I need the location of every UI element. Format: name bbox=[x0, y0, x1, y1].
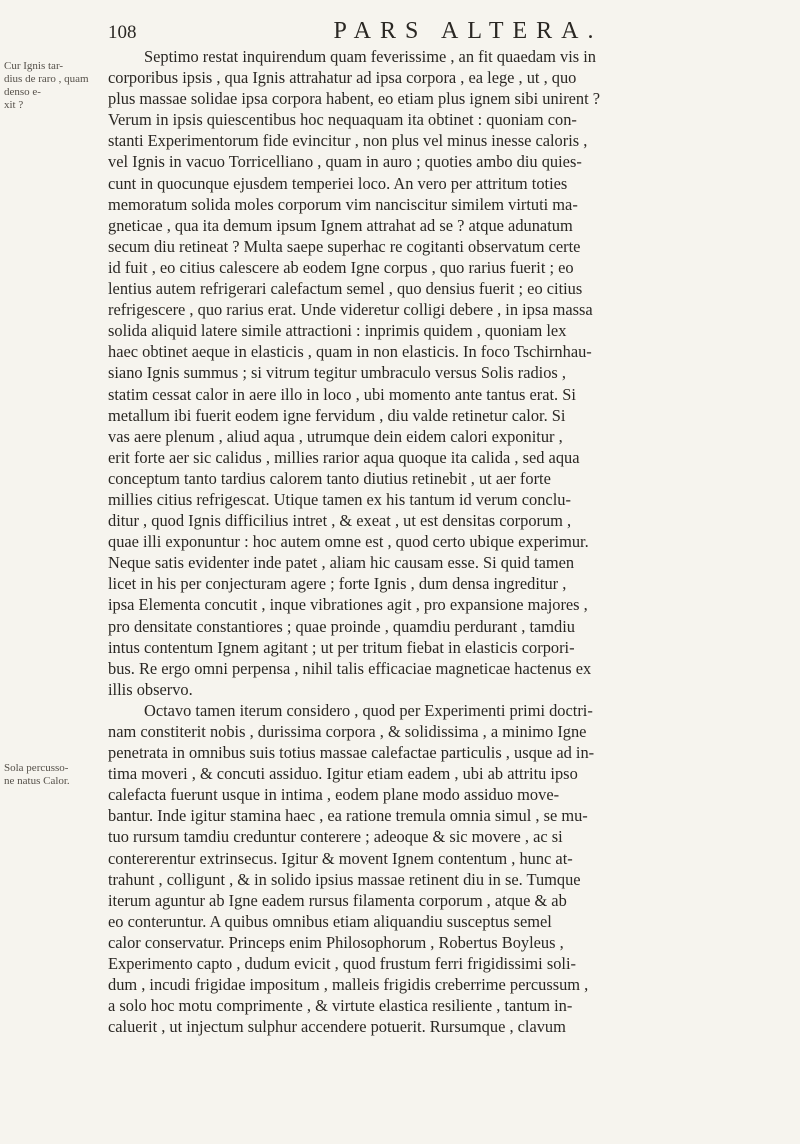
text-line: Septimo restat inquirendum quam feverissime , an fit quaedam vis in bbox=[144, 47, 597, 66]
page-header bbox=[108, 18, 768, 48]
text-line: Neque satis evidenter inde patet , aliam hic causam esse. Si quid tamen bbox=[108, 553, 575, 573]
text-line: nam constiterit nobis , durissima corpora , & solidissima , a minimo Igne bbox=[108, 722, 587, 741]
paragraph-septimo bbox=[108, 46, 770, 700]
text-line: vel Ignis in vacuo Torricelliano , quam in auro ; quoties ambo diu quies- bbox=[108, 152, 582, 172]
body-text bbox=[108, 46, 770, 1037]
text-line: Experimento capto , dudum evicit , quod frustum ferri frigidissimi soli- bbox=[108, 954, 576, 974]
text-line: millies citius refrigescat. Utique tamen ex his tantum id verum conclu- bbox=[108, 489, 571, 509]
text-line: haec obtinet aeque in elasticis , quam in non elasticis. In foco Tschirnhau- bbox=[108, 342, 592, 362]
text-line: bantur. Inde igitur stamina haec , ea ratione tremula omnia simul , se mu- bbox=[108, 806, 588, 826]
running-title: PARS ALTERA. bbox=[333, 18, 603, 44]
text-line: ditur , quod Ignis difficilius intret , & exeat , ut est densitas corporum , bbox=[108, 511, 572, 531]
text-line: tima moveri , & concuti assiduo. Igitur etiam eadem , ubi ab attritu ipso bbox=[108, 764, 578, 784]
text-line: bus. Re ergo omni perpensa , nihil talis efficaciae magneticae hactenus ex bbox=[108, 658, 592, 678]
text-line: conceptum tanto tardius calorem tanto diutius retinebit , ut aer forte bbox=[108, 468, 551, 488]
margin-note-ignis: Cur Ignis tar- dius de raro , quam denso e- xit ? bbox=[4, 60, 89, 111]
text-line: metallum ibi fuerit eodem igne fervidum , diu valde retinetur calor. Si bbox=[108, 405, 566, 425]
text-line: intus contentum Ignem agitant ; ut per tritum fiebat in elasticis corpori- bbox=[108, 637, 575, 657]
text-line: memoratum solida moles corporum vim nanciscitur similem virtuti ma- bbox=[108, 194, 578, 214]
text-line: tuo rursum tamdiu creduntur conterere ; adeoque & sic movere , ac si bbox=[108, 827, 563, 847]
text-line: erit forte aer sic calidus , millies rarior aqua quoque ita calida , sed aqua bbox=[108, 447, 580, 467]
text-line: vas aere plenum , aliud aqua , utrumque dein eidem calori exponitur , bbox=[108, 426, 563, 446]
text-line: eo conteruntur. A quibus omnibus etiam aliquandiu susceptus semel bbox=[108, 911, 552, 931]
text-line: iterum aguntur ab Igne eadem rursus filamenta corporum , atque & ab bbox=[108, 890, 567, 910]
text-line: trahunt , colligunt , & in solido ipsius massae retinent diu in se. Tumque bbox=[108, 869, 581, 889]
page-number: 108 bbox=[108, 22, 137, 43]
text-line: contererentur extrinsecus. Igitur & movent Ignem contentum , hunc at- bbox=[108, 848, 573, 868]
text-line: penetrata in omnibus suis totius massae calefactae particulis , usque ad in- bbox=[108, 743, 595, 763]
text-line: solida aliquid latere simile attractioni : inprimis quidem , quoniam lex bbox=[108, 321, 567, 341]
text-line: id fuit , eo citius calescere ab eodem Igne corpus , quo rarius fuerit ; eo bbox=[108, 257, 574, 277]
text-line: illis observo. bbox=[108, 679, 193, 699]
text-line: Octavo tamen iterum considero , quod per Experimenti primi doctri- bbox=[144, 700, 593, 720]
text-line: cunt in quocunque ejusdem temperiei loco. An vero per attritum toties bbox=[108, 173, 568, 193]
text-line: stanti Experimentorum fide evincitur , non plus vel minus inesse caloris , bbox=[108, 131, 588, 151]
margin-note-calor: Sola percusso- ne natus Calor. bbox=[4, 762, 70, 787]
text-line: dum , incudi frigidae impositum , malleis frigidis creberrime percussum , bbox=[108, 975, 589, 995]
text-line: lentius autem refrigerari calefactum semel , quo densius fuerit ; eo citius bbox=[108, 279, 583, 299]
text-line: calefacta fuerunt usque in intima , eodem plane modo assiduo move- bbox=[108, 785, 560, 805]
paragraph-octavo bbox=[108, 700, 770, 1038]
text-line: corporibus ipsis , qua Ignis attrahatur ad ipsa corpora , ea lege , ut , quo bbox=[108, 68, 577, 88]
text-line: siano Ignis summus ; si vitrum tegitur umbraculo versus Solis radios , bbox=[108, 363, 567, 383]
text-line: statim cessat calor in aere illo in loco , ubi momento ante tantus erat. Si bbox=[108, 384, 576, 404]
text-line: quae illi exponuntur : hoc autem omne est , quod certo ubique experimur. bbox=[108, 532, 589, 552]
text-line: ipsa Elementa concutit , inque vibrationes agit , pro expansione majores , bbox=[108, 595, 588, 615]
text-line: a solo hoc motu comprimente , & virtute elastica resiliente , tantum in- bbox=[108, 996, 573, 1016]
text-line: plus massae solidae ipsa corpora habent, eo etiam plus ignem sibi unirent ? bbox=[108, 89, 601, 109]
text-line: refrigescere , quo rarius erat. Unde videretur colligi debere , in ipsa massa bbox=[108, 300, 593, 320]
text-line: caluerit , ut injectum sulphur accendere potuerit. Rursumque , clavum bbox=[108, 1017, 566, 1037]
text-line: calor conservatur. Princeps enim Philosophorum , Robertus Boyleus , bbox=[108, 932, 564, 952]
text-line: Verum in ipsis quiescentibus hoc nequaquam ita obtinet : quoniam con- bbox=[108, 110, 577, 130]
text-line: secum diu retineat ? Multa saepe superhac re cogitanti observatum certe bbox=[108, 236, 581, 256]
text-line: gneticae , qua ita demum ipsum Ignem attrahat ad se ? atque adunatum bbox=[108, 215, 573, 235]
text-line: pro densitate constantiores ; quae proinde , quamdiu perdurant , tamdiu bbox=[108, 616, 576, 636]
text-line: licet in his per conjecturam agere ; forte Ignis , dum densa ingreditur , bbox=[108, 574, 567, 594]
